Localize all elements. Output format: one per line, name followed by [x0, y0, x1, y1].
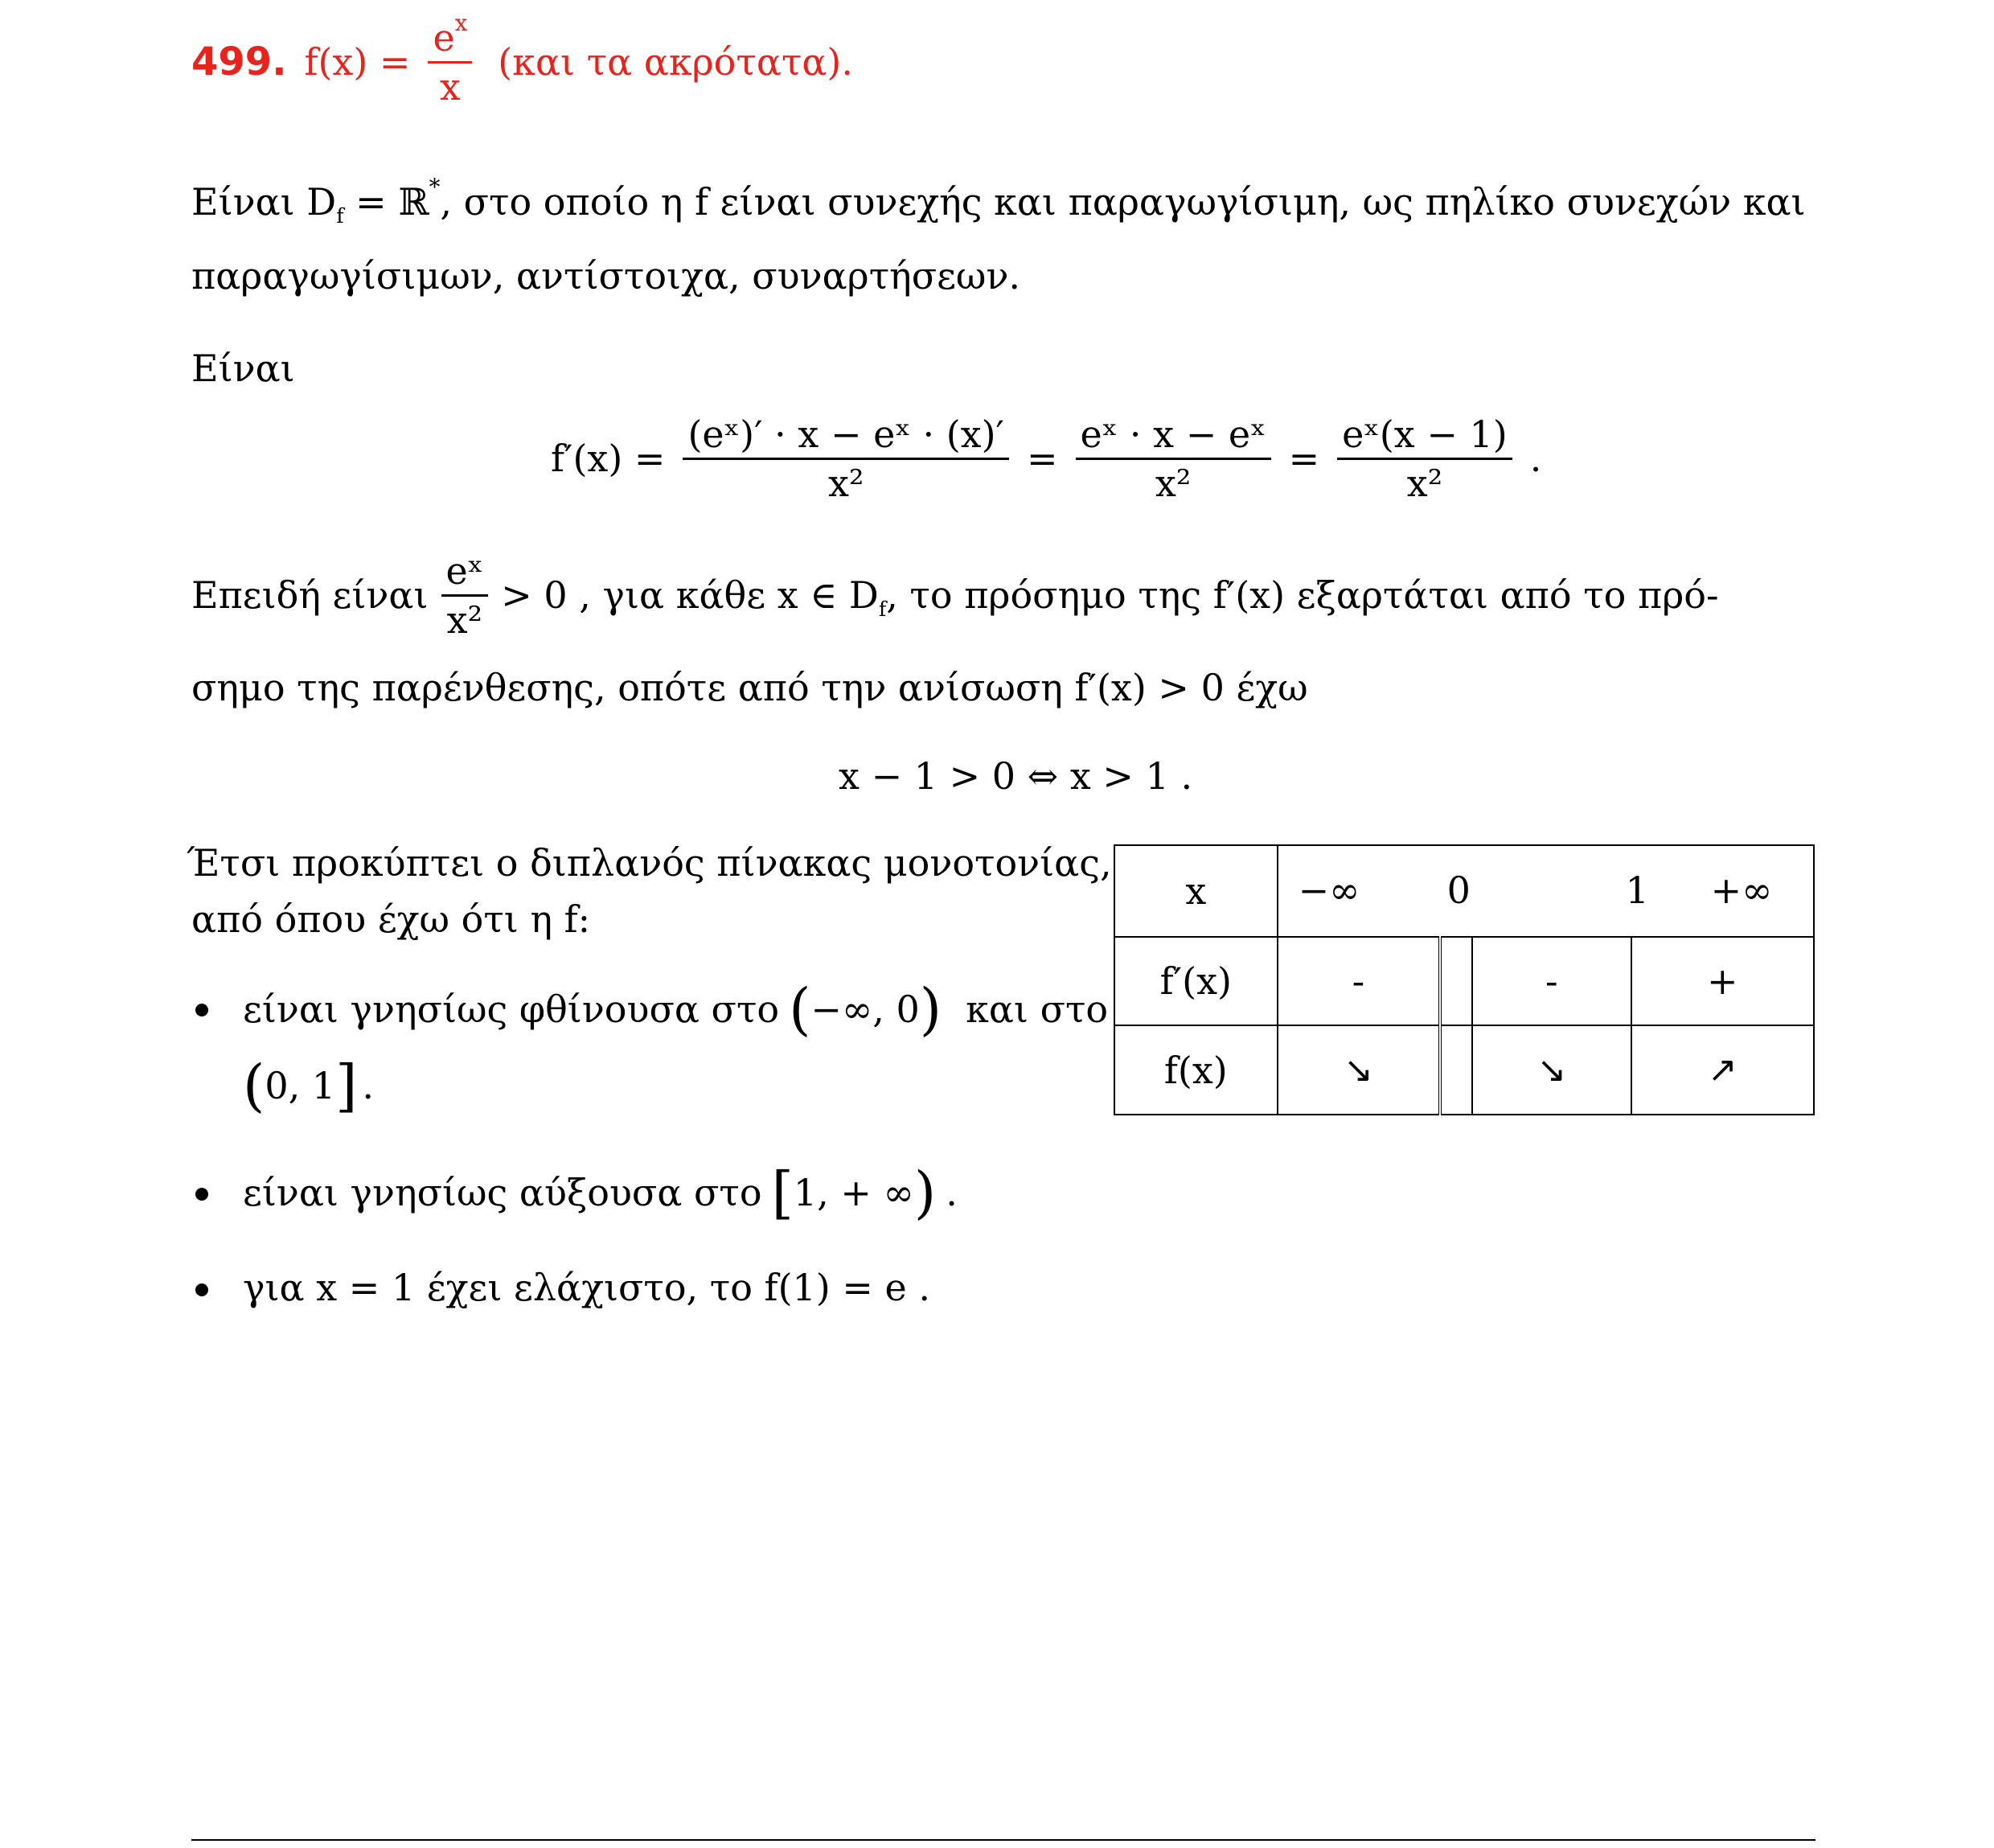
x-value-neg-inf: −∞	[1298, 869, 1360, 912]
inequality: x − 1 > 0 ⇔ x > 1 .	[839, 754, 1193, 798]
domain-line-2: παραγωγίσιμων, αντίστοιχα, συναρτήσεων.	[191, 254, 1021, 298]
x-value-one: 1	[1625, 869, 1649, 912]
undefined-column-2	[1440, 1025, 1472, 1115]
table-label-function: f(x)	[1114, 1025, 1278, 1115]
interval-one-pos-inf: 1, + ∞	[793, 1171, 914, 1214]
table-header-row	[1114, 845, 1814, 937]
derivative-fraction-2: $\frac{\text{eˣ · x − eˣ}}{\text{x²}}$	[1076, 416, 1271, 502]
footer-rule	[191, 1839, 1816, 1841]
undefined-column	[1440, 937, 1472, 1025]
function-fraction: $\frac{e^x}{x}$	[428, 19, 472, 105]
exercise-number: 499.	[191, 39, 287, 84]
table-x-values	[1278, 845, 1814, 937]
sign-analysis-line-2: σημο της παρένθεσης, οπότε από την ανίσωση f′(x) > 0 έχω	[191, 666, 1308, 709]
bullet-3	[195, 1283, 208, 1296]
bullet-3-line: για x = 1 έχει ελάχιστο, το f(1) = e .	[243, 1266, 930, 1309]
derivative-sign-3: +	[1631, 937, 1814, 1025]
table-derivative-row	[1114, 937, 1814, 1025]
domain-line-1: Είναι $D_f$ = ℝ*, στο οποίο η f είναι συνεχής και παραγωγίσιμη, ως πηλίκο συνεχών και	[191, 174, 1806, 228]
table-label-derivative: f′(x)	[1114, 937, 1278, 1025]
monotonicity-table	[1114, 844, 1815, 1115]
derivative-sign-1: -	[1278, 937, 1441, 1025]
interval-zero-one: 0, 1	[265, 1064, 336, 1107]
derivative-intro: Είναι	[191, 347, 295, 390]
positive-fraction: $\frac{\text{eˣ}}{\text{x²}}$	[441, 552, 489, 639]
x-value-pos-inf: +∞	[1710, 869, 1773, 912]
exercise-note: (και τα ακρότατα).	[498, 40, 853, 84]
table-function-row	[1114, 1025, 1814, 1115]
decreasing-arrow-1: ↘	[1278, 1025, 1441, 1115]
bullet-1-line-2: (0, 1] .	[243, 1053, 375, 1119]
function-lhs: f(x) =	[304, 40, 411, 84]
sign-analysis-line-1: Επειδή είναι $\frac{\text{eˣ}}{\text{x²}}$ > 0 , για κάθε x ∈ $D_f$, το πρόσημο της f′(x) εξαρτάται από το πρό-	[191, 548, 1719, 642]
bullet-2	[195, 1188, 208, 1201]
derivative-fraction-3: $\frac{\text{eˣ(x − 1)}}{\text{x²}}$	[1337, 416, 1512, 502]
derivative-fraction-1: $\frac{\text{(eˣ)′ · x − eˣ · (x)′}}{\text{x²}}$	[683, 416, 1009, 502]
exercise-header	[191, 9, 853, 109]
increasing-arrow: ↗	[1631, 1025, 1814, 1115]
derivative-equation: f′(x) = $\frac{\text{(eˣ)′ · x − eˣ · (x)′}}{\text{x²}}$ = $\frac{\text{eˣ · x − eˣ}}{\text{x²}}$ = $\frac{\text{eˣ(x − 1)}}{\text{x²}}$ .	[551, 412, 1542, 505]
decreasing-arrow-2: ↘	[1472, 1025, 1631, 1115]
bullet-1	[195, 1004, 208, 1016]
table-label-x: x	[1114, 845, 1278, 937]
bullet-1-line-1: είναι γνησίως φθίνουσα στο (−∞, 0) και στο	[243, 976, 1109, 1042]
derivative-sign-2: -	[1472, 937, 1631, 1025]
table-intro-line-2: από όπου έχω ότι η f:	[191, 897, 591, 941]
x-value-zero: 0	[1446, 869, 1471, 912]
interval-neg-inf-zero: −∞, 0	[810, 988, 920, 1031]
table-intro-line-1: Έτσι προκύπτει ο διπλανός πίνακας μονοτονίας,	[187, 841, 1112, 885]
bullet-2-line: είναι γνησίως αύξουσα στο [1, + ∞) .	[243, 1160, 958, 1226]
